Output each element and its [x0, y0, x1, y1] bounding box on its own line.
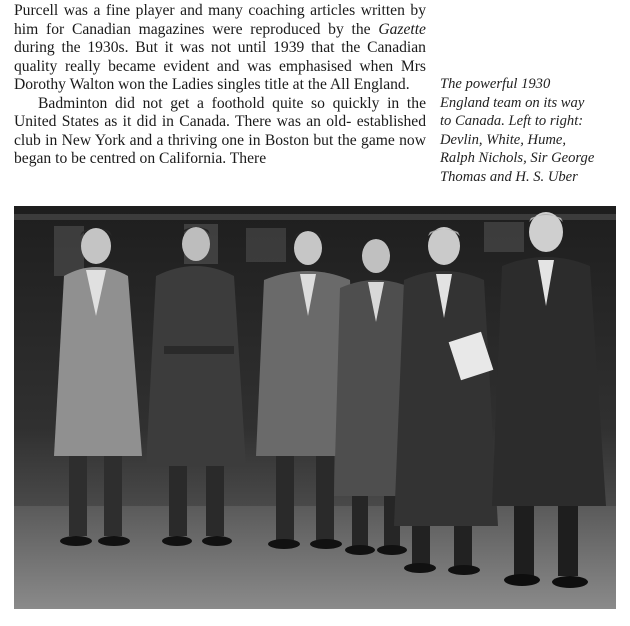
- text-line: Canadian quality really became evident and was emphasised: [14, 39, 426, 75]
- text-line: Badminton did not get a foothold quite so quickly in the: [38, 94, 426, 112]
- text-line: established club in New York and a thriving one in Boston: [14, 113, 426, 149]
- text-line: United States as it did in Canada. There was an old-: [14, 113, 352, 130]
- article-body: [14, 2, 426, 169]
- photo-caption: [440, 75, 620, 186]
- caption-line: Devlin, White, Hume,: [440, 131, 567, 148]
- team-photograph: [14, 206, 616, 609]
- text-line: but the game now began to be centred on California. There: [14, 131, 426, 167]
- caption-line: Thomas and H. S. Uber: [440, 168, 578, 185]
- caption-line: England team on its way: [440, 94, 585, 111]
- text-line: Purcell was a fine player and many coaching articles written: [14, 2, 405, 19]
- paragraph-2: [14, 95, 426, 169]
- text-line: All England.: [329, 76, 410, 93]
- text-line: during the 1930s. But it was not until 1939 that the: [14, 39, 361, 56]
- caption-line: The powerful 1930: [440, 76, 551, 92]
- caption-line: to Canada. Left to right:: [440, 113, 584, 129]
- text-line: when Mrs Dorothy Walton won the Ladies singles title at the: [14, 57, 426, 93]
- paragraph-1: [14, 2, 426, 95]
- caption-line: Ralph Nichols, Sir George: [440, 150, 595, 166]
- text-line: by him for Canadian magazines were reproduced by the: [14, 2, 426, 38]
- publication-title: Gazette: [378, 20, 426, 38]
